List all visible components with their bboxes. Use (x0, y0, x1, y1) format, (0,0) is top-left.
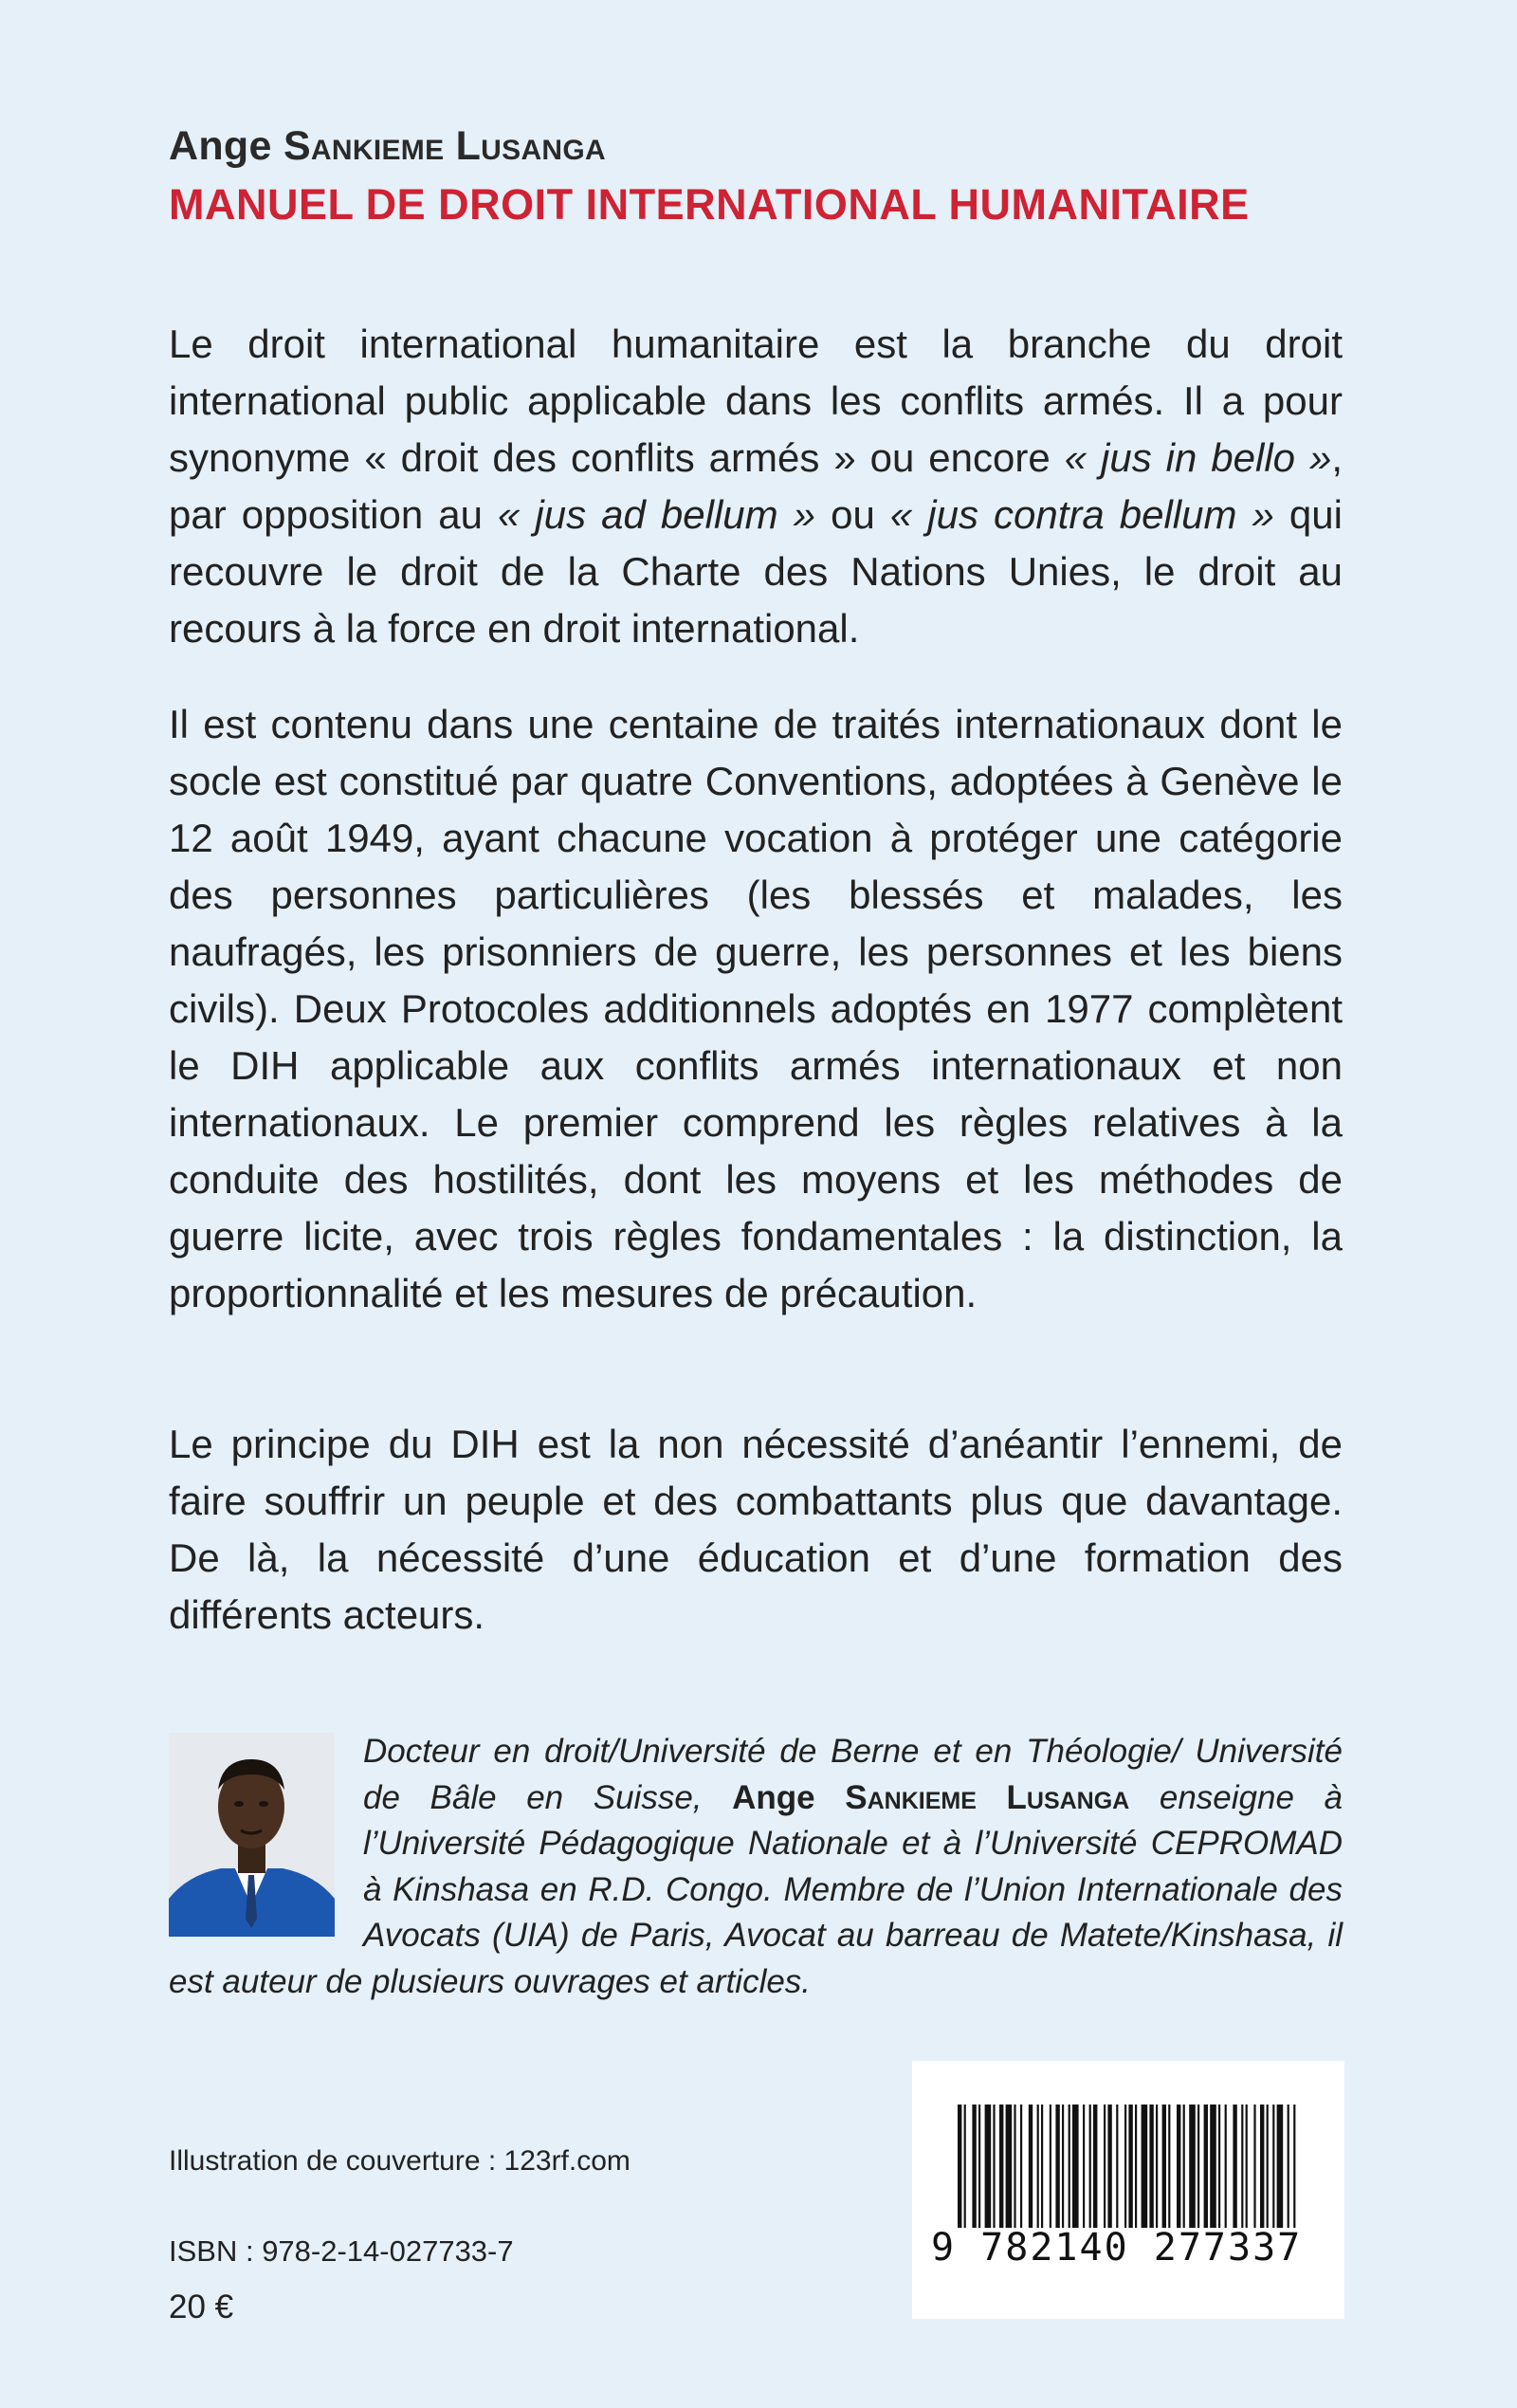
barcode-bar (1233, 2105, 1236, 2228)
barcode-bar (1089, 2105, 1091, 2228)
p1-italic-2: « jus ad bellum » (498, 492, 816, 537)
barcode-bar (1288, 2105, 1289, 2228)
p1-italic-1: « jus in bello » (1064, 435, 1332, 480)
barcode-bar (1055, 2105, 1059, 2228)
barcode-bar (1124, 2105, 1126, 2228)
barcode-bar (1253, 2105, 1255, 2228)
author-photo (169, 1733, 335, 1937)
barcode-bar (1162, 2105, 1166, 2228)
barcode-bar (1037, 2105, 1039, 2228)
p1-text-3: ou (815, 492, 890, 537)
barcode-bar (1116, 2105, 1118, 2228)
barcode-bar (1107, 2105, 1111, 2228)
p1-text-4: qui recouvre le droit de la Charte des Nations Unies, le droit au recours à la force en droit international. (169, 492, 1343, 651)
author-first-name: Ange (169, 123, 272, 169)
barcode-bar (1128, 2105, 1132, 2228)
barcode-bar (1050, 2105, 1051, 2228)
barcode-bar (1142, 2105, 1148, 2228)
barcode-bar (1006, 2105, 1013, 2228)
bio-author-first-name: Ange (732, 1778, 815, 1816)
barcode-bar (1277, 2105, 1284, 2228)
barcode (912, 2061, 1344, 2319)
barcode-bar (1197, 2105, 1199, 2228)
barcode-bar (1168, 2105, 1170, 2228)
barcode-bar (1241, 2105, 1243, 2228)
barcode-bar (1218, 2105, 1220, 2228)
barcode-bar (1135, 2105, 1137, 2228)
author-bio-section (169, 1729, 1343, 2005)
summary-paragraph-3: Le principe du DIH est la non nécessité d’anéantir l’ennemi, de faire souffrir un peuple et des combattants plus que davantage. De là, la nécessité d’une éducation et d’une formation des différents acteurs. (169, 1422, 1343, 1637)
barcode-bar (1083, 2105, 1085, 2228)
author-name (169, 123, 606, 170)
barcode-bar (1246, 2105, 1248, 2228)
p1-text-1: Le droit international humanitaire est la branche du droit international public applicable dans les conflits armés. Il a pour synonyme « droit des conflits armés » ou encore (169, 322, 1343, 480)
barcode-bar (958, 2105, 961, 2228)
bio-text-2: enseigne à l’Université Pédagogique Nationale et à l’Université CEPROMAD à Kinshasa en R.D. Congo. Membre de l’Union Internationale des Avocats (UIA) de Paris, Avocat au barreau de Matete/Kinshasa, il est auteur de plusieurs ouvrages et articles. (169, 1778, 1343, 2000)
barcode-bar (985, 2105, 992, 2228)
isbn: ISBN : 978-2-14-027733-7 (169, 2234, 514, 2268)
barcode-bar (1210, 2105, 1216, 2228)
barcode-bars (958, 2105, 1299, 2228)
barcode-bar (1177, 2105, 1180, 2228)
barcode-bar (1272, 2105, 1274, 2228)
summary-paragraph-1 (169, 316, 1343, 657)
barcode-bar (999, 2105, 1003, 2228)
barcode-bar (1260, 2105, 1264, 2228)
summary-paragraph-2: Il est contenu dans une centaine de traités internationaux dont le socle est constitué par quatre Conventions, adoptées à Genève le 12 août 1949, ayant chacune vocation à protéger une catégorie des personnes particulières (les blessés et malades, les naufragés, les prisonniers de guerre, les personnes et les biens civils). Deux Protocoles additionnels adoptés en 1977 complètent le DIH applicable aux conflits armés internationaux et non internationaux. Le premier comprend les règles relatives à la conduite des hostilités, dont les moyens et les méthodes de guerre licite, avec trois règles fondamentales : la distinction, la proportionnalité et les mesures de précaution. (169, 702, 1343, 1315)
barcode-bar (964, 2105, 966, 2228)
barcode-bar (1183, 2105, 1185, 2228)
barcode-bar (972, 2105, 976, 2228)
bio-text-1: Docteur en droit/Université de Berne et en Théologie/ Université de Bâle en Suisse, (363, 1733, 1343, 1816)
barcode-bar (1014, 2105, 1015, 2228)
barcode-number: 9 782140 277337 (931, 2226, 1303, 2270)
barcode-bar (1156, 2105, 1158, 2228)
p1-italic-3: « jus contra bellum » (889, 492, 1274, 537)
book-title: MANUEL DE DROIT INTERNATIONAL HUMANITAIRE (169, 180, 1250, 229)
barcode-bar (1062, 2105, 1064, 2228)
barcode-bar (1293, 2105, 1295, 2228)
author-bio-text (169, 1729, 1343, 2005)
barcode-bar (1072, 2105, 1079, 2228)
barcode-bar (978, 2105, 980, 2228)
barcode-bar (1093, 2105, 1097, 2228)
p1-text-2: , par opposition au (169, 435, 1343, 537)
barcode-bar (1149, 2105, 1153, 2228)
barcode-bar (1029, 2105, 1033, 2228)
author-portrait-icon (169, 1733, 335, 1937)
barcode-bar (1020, 2105, 1022, 2228)
price: 20 € (169, 2289, 234, 2325)
cover-illustration-credit: Illustration de couverture : 123rf.com (169, 2145, 631, 2177)
barcode-bar (1225, 2105, 1227, 2228)
barcode-bar (1104, 2105, 1106, 2228)
barcode-bar (1267, 2105, 1269, 2228)
barcode-bar (1204, 2105, 1208, 2228)
barcode-bar (993, 2105, 995, 2228)
bio-author-last-name: Sankieme Lusanga (845, 1778, 1130, 1816)
barcode-bar (1069, 2105, 1070, 2228)
author-last-name: Sankieme Lusanga (283, 123, 606, 169)
bio-author-name (732, 1779, 1129, 1816)
barcode-bar (1041, 2105, 1043, 2228)
barcode-bar (1189, 2105, 1196, 2228)
